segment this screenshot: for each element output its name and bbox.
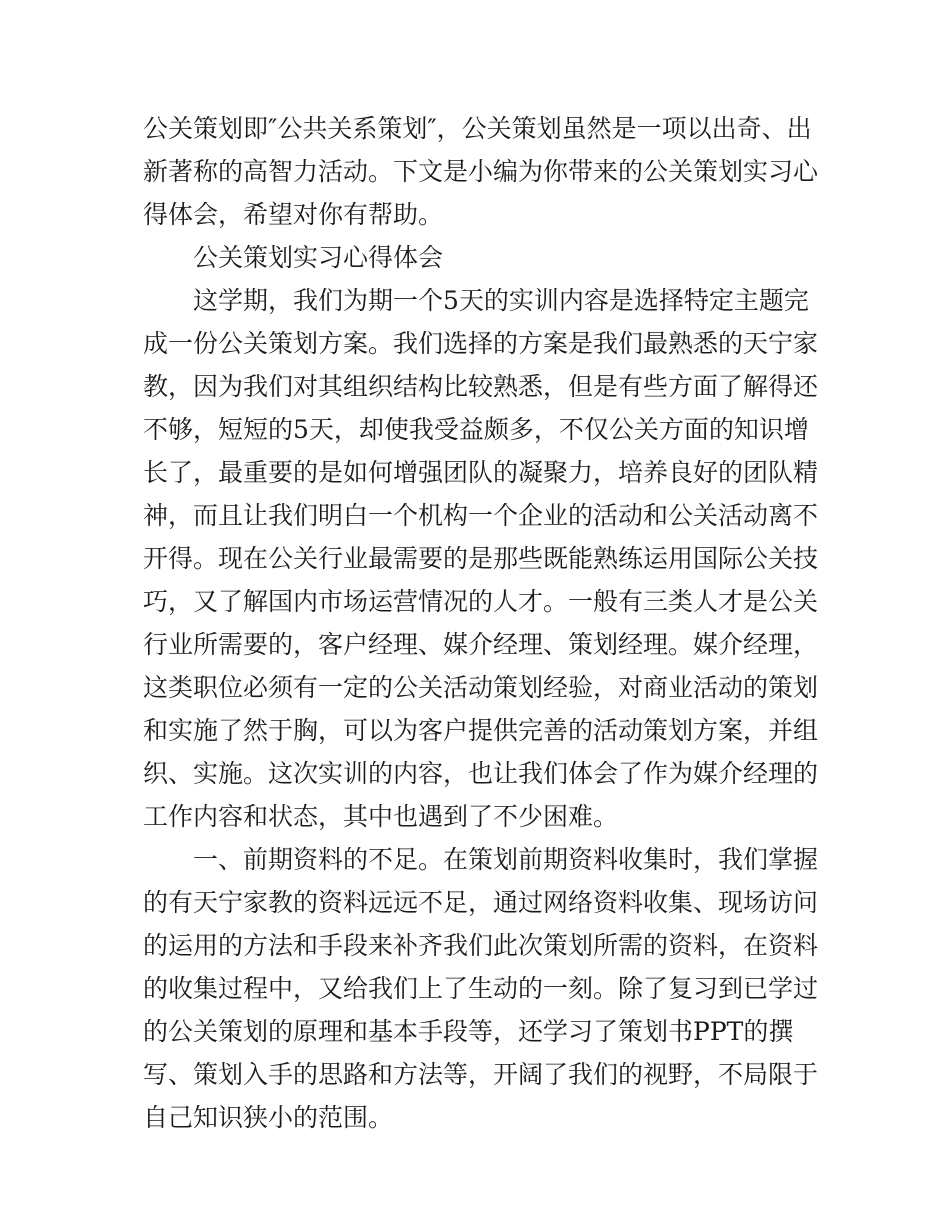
paragraph-2-line-7: 自己知识狭小的范围。 <box>143 1103 394 1132</box>
paragraph-1-line-12: 织、实施。这次实训的内容，也让我们体会了作为媒介经理的 <box>143 759 819 788</box>
paragraph-1-line-9: 行业所需要的，客户经理、媒介经理、策划经理。媒介经理， <box>143 630 819 659</box>
paragraph-2-line-6: 写、策划入手的思路和方法等，开阔了我们的视野，不局限于 <box>143 1060 819 1089</box>
paragraph-2-line-3: 的运用的方法和手段来补齐我们此次策划所需的资料，在资料 <box>143 931 819 960</box>
paragraph-1-line-7: 开得。现在公关行业最需要的是那些既能熟练运用国际公关技 <box>143 544 819 573</box>
paragraph-1-line-6: 神，而且让我们明白一个机构一个企业的活动和公关活动离不 <box>143 501 819 530</box>
intro-line-3: 得体会，希望对你有帮助。 <box>143 200 444 229</box>
paragraph-1-line-11: 和实施了然于胸，可以为客户提供完善的活动策划方案，并组 <box>143 716 819 745</box>
paragraph-1-line-8: 巧，又了解国内市场运营情况的人才。一般有三类人才是公关 <box>143 587 819 616</box>
paragraph-1-line-5: 长了，最重要的是如何增强团队的凝聚力，培养良好的团队精 <box>143 458 819 487</box>
paragraph-1-line-4: 不够，短短的5天，却使我受益颇多，不仅公关方面的知识增 <box>143 415 809 444</box>
paragraph-1-line-2: 成一份公关策划方案。我们选择的方案是我们最熟悉的天宁家 <box>143 329 819 358</box>
intro-line-1: 公关策划即″公共关系策划″，公关策划虽然是一项以出奇、出 <box>143 114 812 143</box>
paragraph-2-line-1: 一、前期资料的不足。在策划前期资料收集时，我们掌握 <box>193 845 819 874</box>
paragraph-1-line-1: 这学期，我们为期一个5天的实训内容是选择特定主题完 <box>193 286 809 315</box>
paragraph-2-line-5: 的公关策划的原理和基本手段等，还学习了策划书PPT的撰 <box>143 1017 794 1046</box>
paragraph-1-line-13: 工作内容和状态，其中也遇到了不少困难。 <box>143 802 619 831</box>
section-heading: 公关策划实习心得体会 <box>193 243 444 272</box>
paragraph-1-line-10: 这类职位必须有一定的公关活动策划经验，对商业活动的策划 <box>143 673 819 702</box>
intro-line-2: 新著称的高智力活动。下文是小编为你带来的公关策划实习心 <box>143 157 819 186</box>
paragraph-2-line-2: 的有天宁家教的资料远远不足，通过网络资料收集、现场访问 <box>143 888 819 917</box>
document-body <box>143 107 819 1139</box>
paragraph-2-line-4: 的收集过程中，又给我们上了生动的一刻。除了复习到已学过 <box>143 974 819 1003</box>
paragraph-1-line-3: 教，因为我们对其组织结构比较熟悉，但是有些方面了解得还 <box>143 372 819 401</box>
